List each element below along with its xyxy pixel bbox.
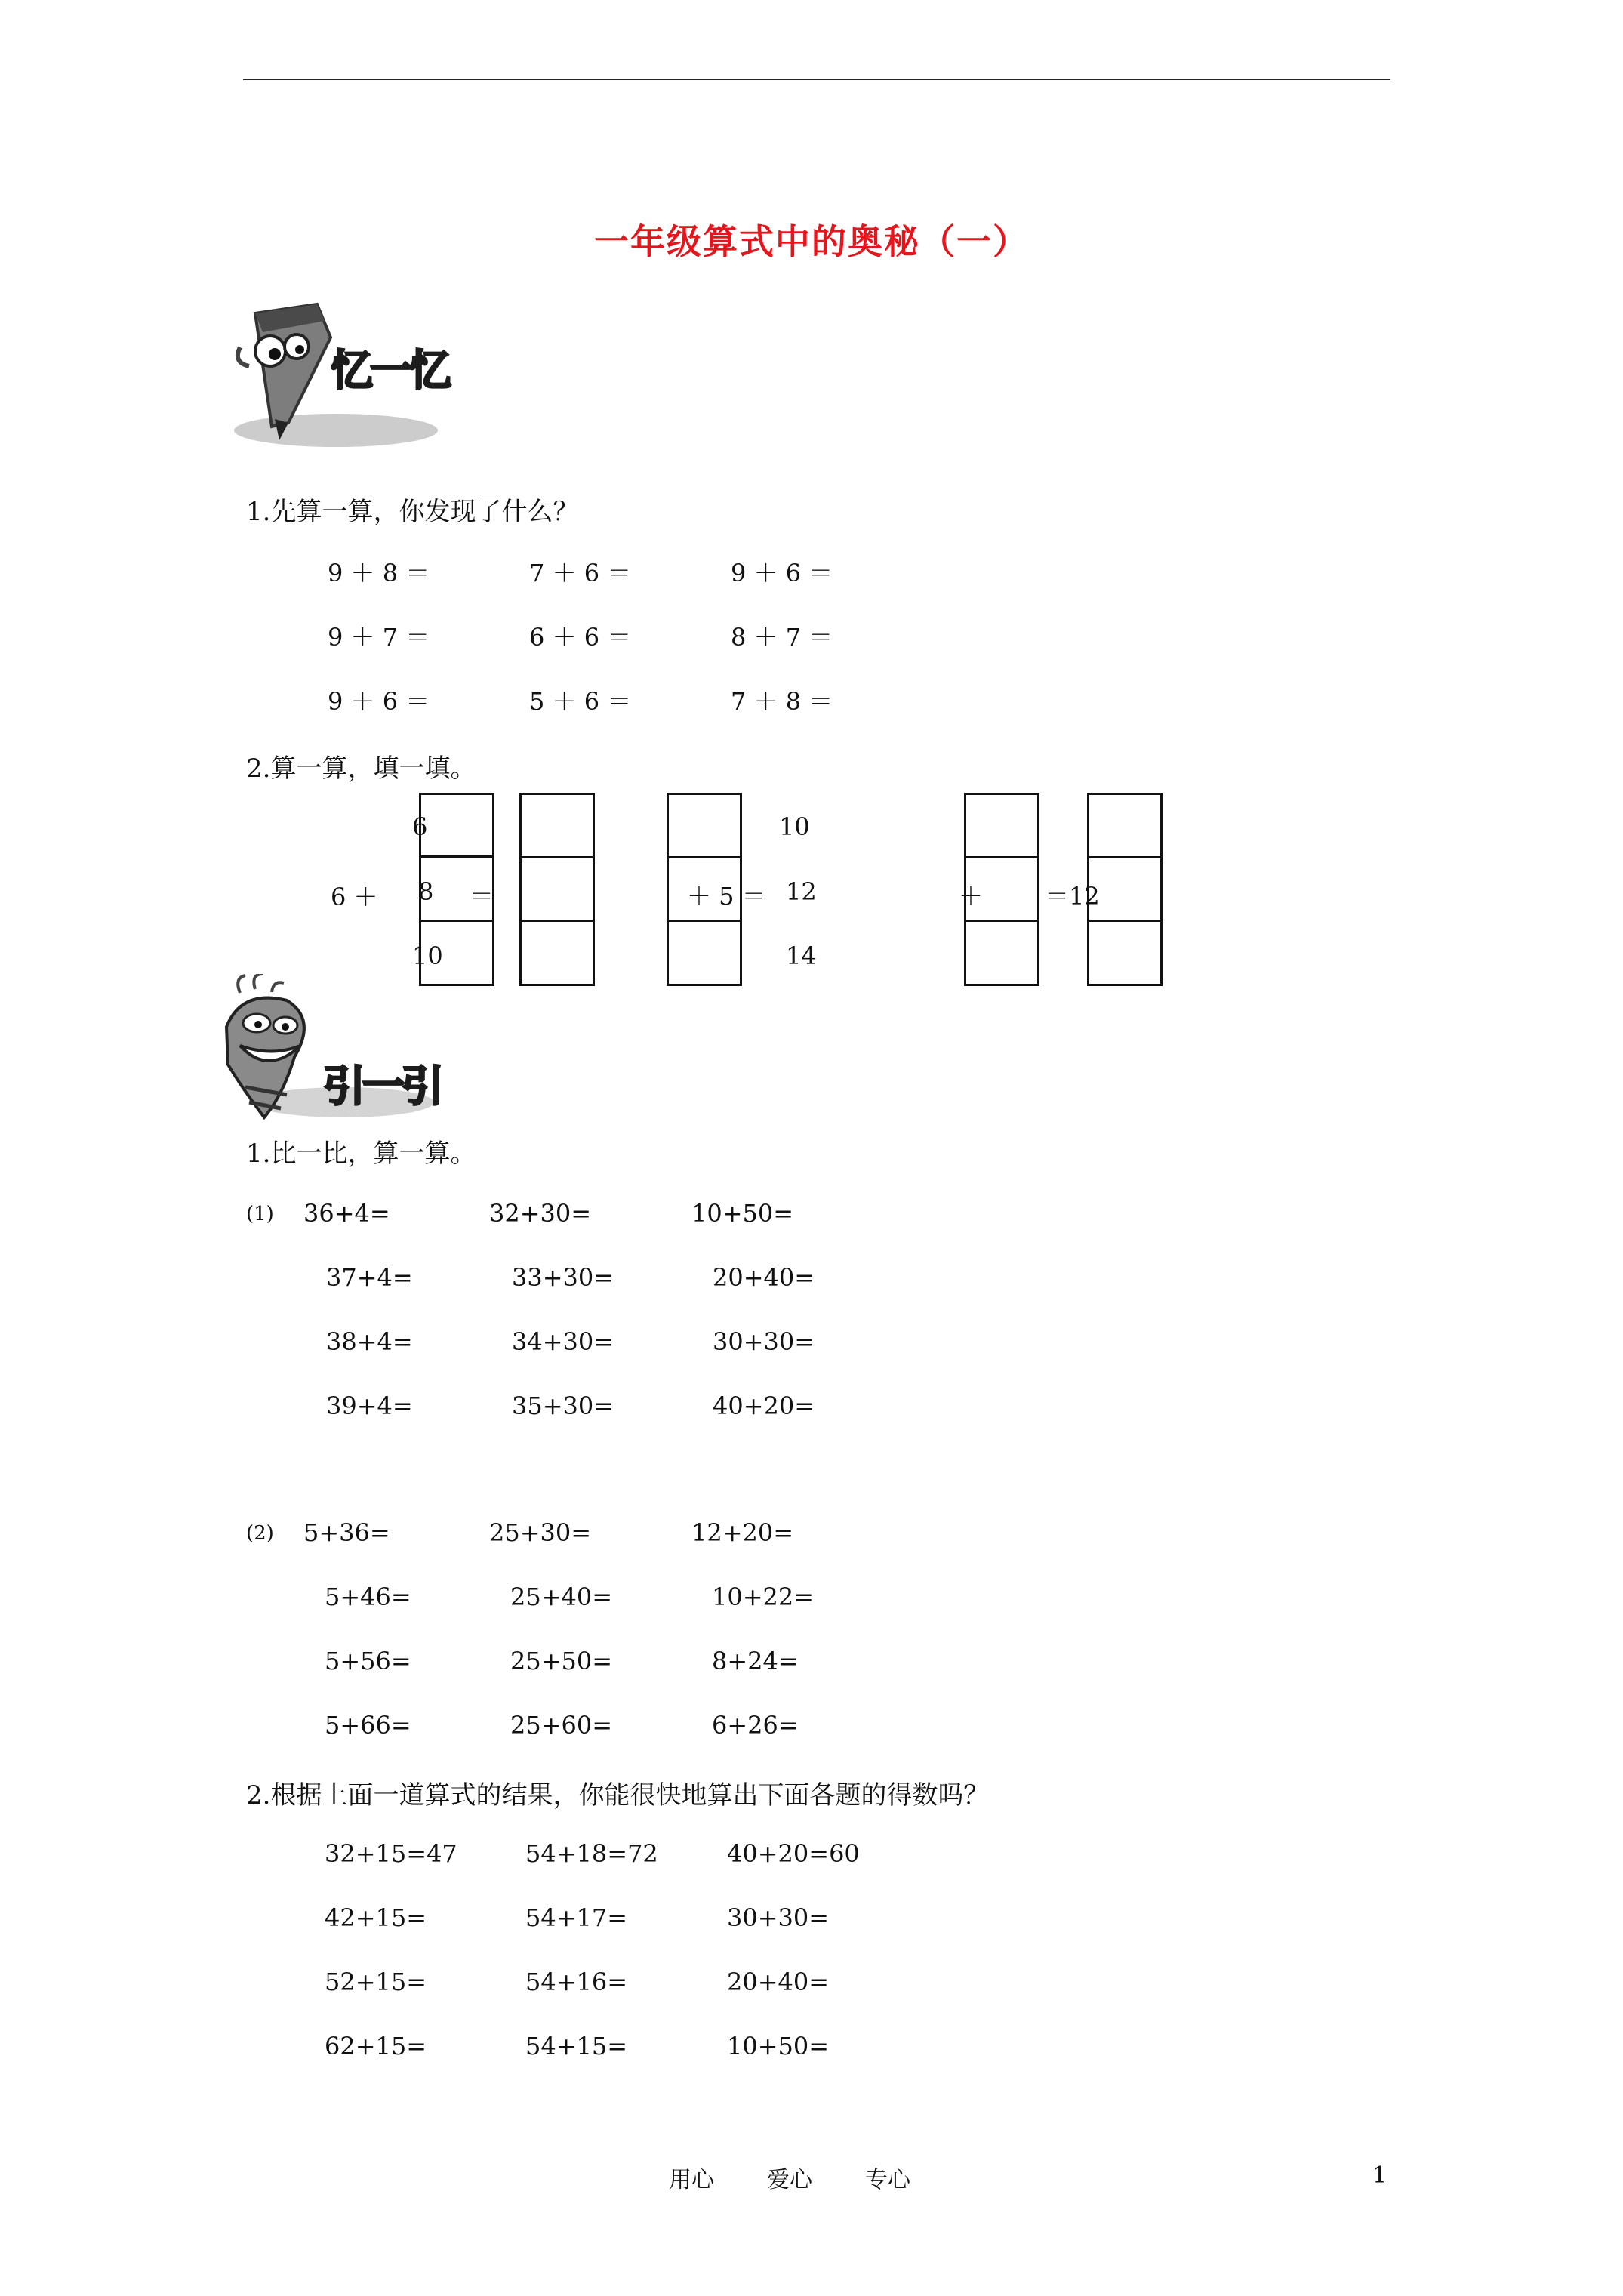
equation: 6 ＋ 6 ＝ <box>529 623 632 652</box>
answer-box[interactable] <box>519 920 595 986</box>
equation: 36+4= <box>303 1199 390 1228</box>
group1-value: 8 <box>418 877 434 906</box>
equation: 30+30= <box>727 1903 830 1932</box>
equation: 33+30= <box>512 1263 614 1292</box>
badge-guide <box>211 974 468 1136</box>
group1-prefix: 6 ＋ <box>331 883 378 911</box>
equation: 32+30= <box>489 1199 592 1228</box>
footer-slogan: 爱心 <box>767 2167 812 2193</box>
group3-plus: ＋ <box>959 882 984 911</box>
group1-value: 6 <box>412 812 428 841</box>
equation: 35+30= <box>512 1391 614 1420</box>
equation: 25+60= <box>510 1711 613 1740</box>
group2-value: 10 <box>779 812 810 841</box>
group2-value: 14 <box>786 942 817 970</box>
group1-value: 10 <box>412 942 443 970</box>
answer-box[interactable] <box>964 920 1039 986</box>
group1-equals: ＝ <box>470 882 494 911</box>
group1-row-divider <box>419 920 494 922</box>
equation: 9 ＋ 6 ＝ <box>328 687 430 716</box>
answer-box[interactable] <box>519 793 595 858</box>
group2-value: 12 <box>786 877 817 906</box>
equation: 9 ＋ 8 ＝ <box>328 559 430 587</box>
group3-equals: ＝12 <box>1045 882 1100 911</box>
equation: 10+50= <box>691 1199 794 1228</box>
equation: 54+18=72 <box>525 1839 658 1868</box>
equation: 5+46= <box>325 1583 411 1611</box>
answer-box[interactable] <box>1087 793 1163 858</box>
equation: 34+30= <box>512 1327 614 1356</box>
equation: 7 ＋ 6 ＝ <box>529 559 632 587</box>
equation: 52+15= <box>325 1968 427 1996</box>
equation: 37+4= <box>326 1263 413 1292</box>
section2-question-2-prompt: 2.根据上面一道算式的结果，你能很快地算出下面各题的得数吗？ <box>246 1780 990 1811</box>
equation: 12+20= <box>691 1518 794 1547</box>
equation: 32+15=47 <box>325 1839 457 1868</box>
equation: 10+50= <box>727 2032 830 2060</box>
equation: 42+15= <box>325 1903 427 1932</box>
equation: 5 ＋ 6 ＝ <box>529 687 632 716</box>
equation: 9 ＋ 6 ＝ <box>731 559 833 587</box>
equation: 9 ＋ 7 ＝ <box>328 623 430 652</box>
header-rule <box>243 79 1390 80</box>
equation: 5+36= <box>303 1518 390 1547</box>
equation: 8 ＋ 7 ＝ <box>731 623 833 652</box>
answer-box[interactable] <box>667 920 742 986</box>
footer-slogan: 用心 <box>669 2167 714 2193</box>
group1-row-divider <box>419 855 494 858</box>
equation: 7 ＋ 8 ＝ <box>731 687 833 716</box>
equation: 54+15= <box>525 2032 628 2060</box>
equation: 10+22= <box>712 1583 815 1611</box>
answer-box[interactable] <box>1087 920 1163 986</box>
part-1-label: (1) <box>246 1203 274 1225</box>
answer-box[interactable] <box>667 793 742 858</box>
group2-operator: ＋ 5 ＝ <box>687 882 766 911</box>
equation: 38+4= <box>326 1327 413 1356</box>
question-2-prompt: 2.算一算，填一填。 <box>246 754 476 784</box>
equation: 5+66= <box>325 1711 411 1740</box>
equation: 62+15= <box>325 2032 427 2060</box>
section2-question-1-prompt: 1.比一比，算一算。 <box>246 1139 476 1169</box>
answer-box[interactable] <box>519 856 595 922</box>
footer-slogan: 专心 <box>865 2167 910 2193</box>
equation: 25+40= <box>510 1583 613 1611</box>
equation: 20+40= <box>727 1968 830 1996</box>
page-title: 一年级算式中的奥秘（一） <box>594 221 1029 262</box>
equation: 25+50= <box>510 1647 613 1675</box>
badge-guide-label: 引一引 <box>323 1062 441 1111</box>
page-number: 1 <box>1372 2162 1387 2189</box>
answer-box[interactable] <box>964 793 1039 858</box>
equation: 54+17= <box>525 1903 628 1932</box>
equation: 8+24= <box>712 1647 799 1675</box>
equation: 5+56= <box>325 1647 411 1675</box>
badge-recall-label: 忆一忆 <box>331 347 448 396</box>
equation: 20+40= <box>713 1263 815 1292</box>
equation: 40+20= <box>713 1391 815 1420</box>
equation: 30+30= <box>713 1327 815 1356</box>
equation: 39+4= <box>326 1391 413 1420</box>
equation: 25+30= <box>489 1518 592 1547</box>
equation: 40+20=60 <box>727 1839 860 1868</box>
equation: 6+26= <box>712 1711 799 1740</box>
equation: 54+16= <box>525 1968 628 1996</box>
part-2-label: (2) <box>246 1522 274 1545</box>
badge-recall <box>226 291 476 453</box>
question-1-prompt: 1.先算一算，你发现了什么？ <box>246 497 579 527</box>
